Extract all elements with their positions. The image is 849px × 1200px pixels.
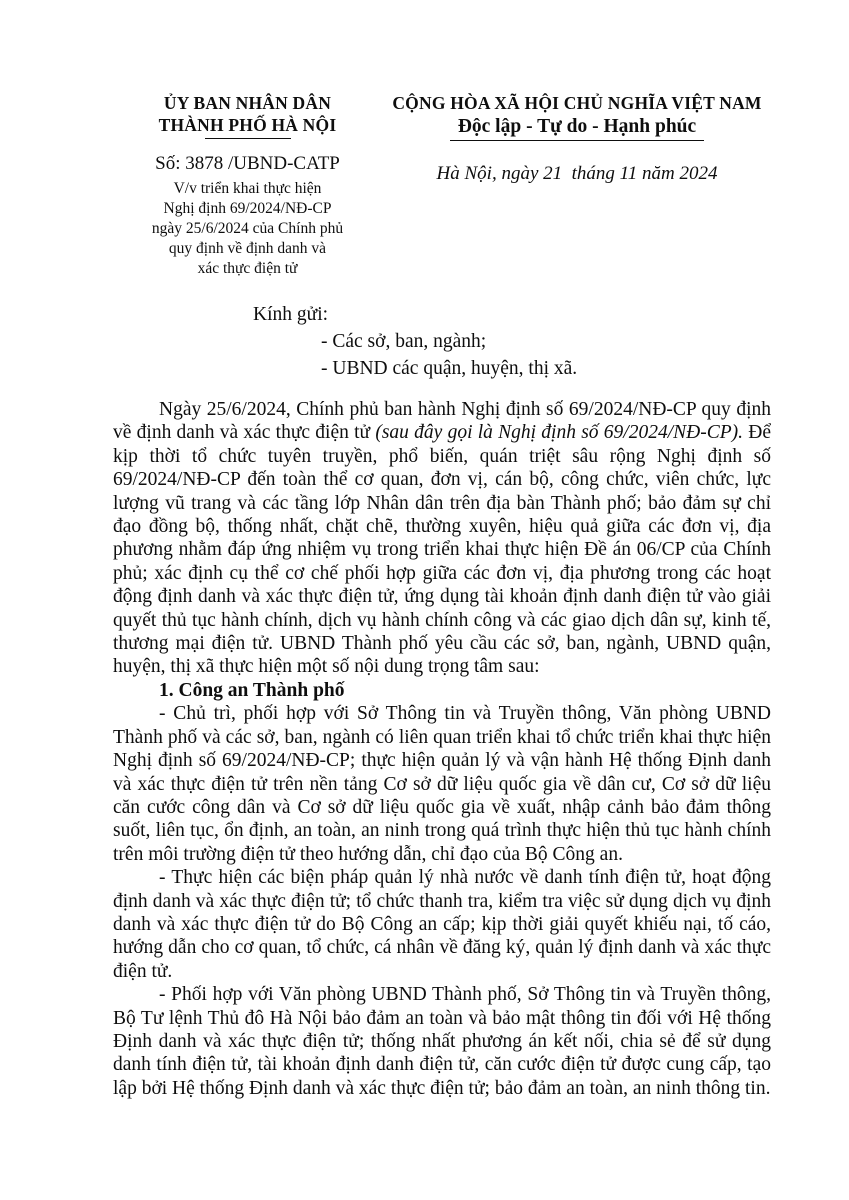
paragraph-task-1: - Chủ trì, phối hợp với Sở Thông tin và Truyền thông, Văn phòng UBND Thành phố và các sở, ban, ngành có liên quan triển khai tổ chức triển khai thực hiện Nghị định số 69/2024/NĐ-CP; thực hiện quản lý và vận hành Hệ thống Định danh và xác thực điện tử trên nền tảng Cơ sở dữ liệu quốc gia về dân cư, Cơ sở dữ liệu căn cước công dân và Cơ sở dữ liệu quốc gia về xuất, nhập cảnh bảo đảm thông suốt, liên tục, ổn định, an toàn, an ninh trong quá trình thực hiện thủ tục hành chính trên môi trường điện tử theo hướng dẫn, chỉ đạo của Bộ Công an. bbox=[113, 703, 771, 865]
issuer-name-line1: ỦY BAN NHÂN DÂN bbox=[163, 93, 332, 113]
document-header bbox=[0, 92, 849, 279]
national-header-block bbox=[375, 92, 779, 279]
recipient-block bbox=[253, 301, 849, 382]
issuer-name-line2: THÀNH PHỐ HÀ NỘI bbox=[158, 115, 337, 135]
paragraph-intro-italic: (sau đây gọi là Nghị định số 69/2024/NĐ-CP). bbox=[375, 422, 743, 444]
recipient-item: - UBND các quận, huyện, thị xã. bbox=[321, 358, 578, 379]
paragraph-intro bbox=[113, 398, 771, 679]
national-motto: Độc lập - Tự do - Hạnh phúc bbox=[450, 115, 704, 141]
document-subject bbox=[120, 179, 375, 279]
recipient-list bbox=[321, 328, 849, 382]
paragraph-task-3: - Phối hợp với Văn phòng UBND Thành phố, Sở Thông tin và Truyền thông, Bộ Tư lệnh Thủ đô Hà Nội bảo đảm an toàn và bảo mật thông tin đối với Hệ thống Định danh và xác thực điện tử; thống nhất phương án kết nối, chia sẻ để sử dụng danh tính điện tử, tài khoản định danh điện tử, căn cước điện tử được cung cấp, tạo lập bởi Hệ thống Định danh và xác thực điện tử; bảo đảm an toàn, an ninh thông tin. bbox=[113, 984, 771, 1099]
subject-line: Nghị định 69/2024/NĐ-CP bbox=[163, 200, 332, 217]
paragraph-intro-text: Ngày 25/6/2024, Chính phủ ban hành Nghị định số 69/2024/NĐ-CP quy định về định danh và xác thực điện tử bbox=[113, 399, 771, 444]
place-date-line: Hà Nội, ngày 21 tháng 11 năm 2024 bbox=[436, 163, 718, 184]
issuer-underline-rule bbox=[205, 138, 291, 139]
subject-line: ngày 25/6/2024 của Chính phủ bbox=[151, 220, 344, 237]
document-body bbox=[113, 398, 771, 1100]
recipient-label: Kính gửi: bbox=[253, 304, 329, 325]
national-header-line: CỘNG HÒA XÃ HỘI CHỦ NGHĨA VIỆT NAM bbox=[392, 93, 762, 113]
subject-line: V/v triển khai thực hiện bbox=[173, 180, 322, 197]
recipient-item: - Các sở, ban, ngành; bbox=[321, 331, 487, 352]
subject-line: xác thực điện tử bbox=[197, 260, 298, 277]
paragraph-task-2: - Thực hiện các biện pháp quản lý nhà nước về danh tính điện tử, hoạt động định danh và xác thực điện tử; tổ chức thanh tra, kiểm tra việc sử dụng dịch vụ định danh và xác thực điện tử do Bộ Công an cấp; kịp thời giải quyết khiếu nại, tố cáo, hướng dẫn cho cơ quan, tổ chức, cá nhân về đăng ký, quản lý định danh và xác thực điện tử. bbox=[113, 867, 771, 982]
subject-line: quy định về định danh và bbox=[168, 240, 327, 257]
issuer-block bbox=[120, 92, 375, 279]
document-number: Số: 3878 /UBND-CATP bbox=[155, 153, 340, 174]
paragraph-intro-continuation: Để kịp thời tổ chức tuyên truyền, phổ biến, quán triệt sâu rộng Nghị định số 69/2024/NĐ-CP đến toàn thể cơ quan, đơn vị, cán bộ, công chức, viên chức, lực lượng vũ trang và các tầng lớp Nhân dân trên địa bàn Thành phố; bảo đảm sự chỉ đạo đồng bộ, thống nhất, chặt chẽ, thường xuyên, hiệu quả giữa các đơn vị, địa phương nhằm đáp ứng nhiệm vụ trong triển khai thực hiện Đề án 06/CP của Chính phủ; xác định cụ thể cơ chế phối hợp giữa các đơn vị, địa phương trong các hoạt động định danh và xác thực điện tử, ứng dụng tài khoản định danh điện tử vào giải quyết thủ tục hành chính, dịch vụ hành chính công và các giao dịch dân sự, kinh tế, thương mại điện tử. UBND Thành phố yêu cầu các sở, ban, ngành, UBND quận, huyện, thị xã thực hiện một số nội dung trọng tâm sau: bbox=[113, 422, 771, 678]
section-1-heading: 1. Công an Thành phố bbox=[159, 679, 345, 701]
